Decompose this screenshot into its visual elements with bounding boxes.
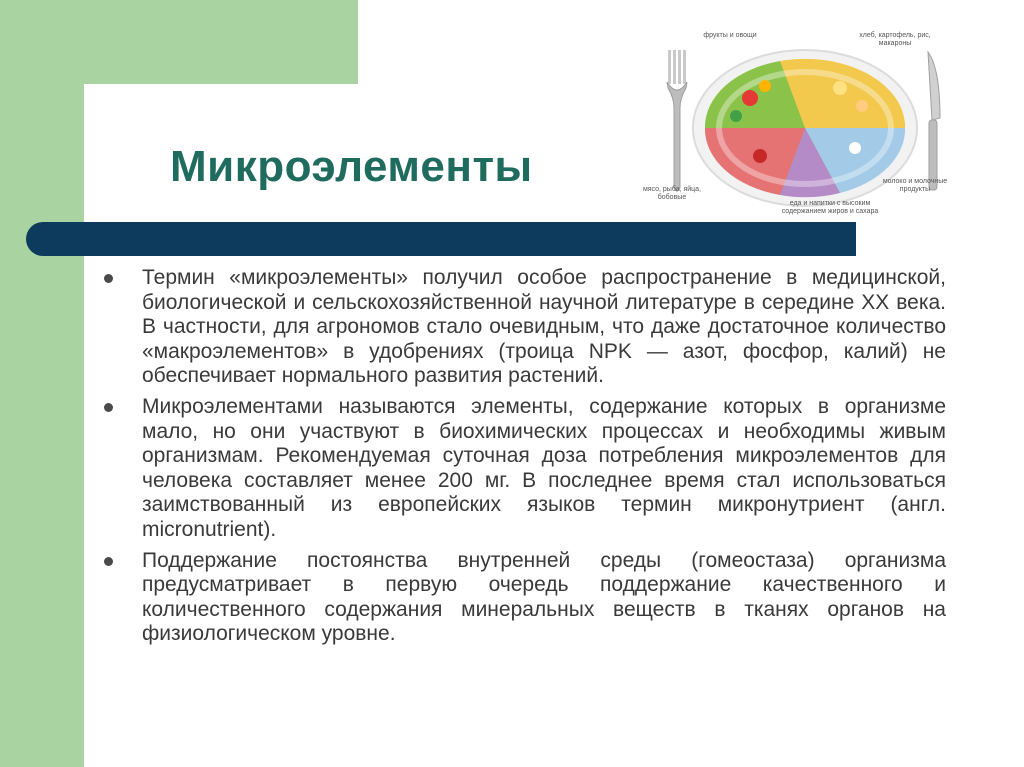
bullet-dot-icon <box>104 274 113 283</box>
bullet-dot-icon <box>104 557 113 566</box>
slide-title: Микроэлементы <box>170 142 533 191</box>
bullet-item <box>100 395 946 543</box>
bullet-item <box>100 549 946 647</box>
bullet-text: Поддержание постоянства внутренней среды (гомеостаза) организма предусматривает в первую очередь поддержание качественного и количественного содержания минеральных веществ в тканях органов на физиологическом уровне. <box>142 548 946 646</box>
label-dairy: молоко и молочные продукты <box>882 178 948 193</box>
knife-icon <box>928 52 940 190</box>
background-accent-left <box>0 0 84 767</box>
bullet-text: Микроэлементами называются элементы, содержание которых в организме мало, но они участвуют в биохимических процессах и необходимы живым организмам. Рекомендуемая суточная доза потребления микроэлементов для человека составляет менее 200 мг. В последнее время стал использоваться заимствованный из европейских языков термин микронутриент (англ. micronutrient). <box>142 394 946 541</box>
food-plate-illustration <box>640 28 960 218</box>
bullet-text: Термин «микроэлементы» получил особое распространение в медицинской, биологической и сельскохозяйственной научной литературе в середине XX века. В частности, для агрономов стало очевидным, что даже достаточное количество «макроэлементов» в удобрениях (троица NPK — азот, фосфор, калий) не обеспечивает нормального развития растений. <box>142 266 946 388</box>
background-accent-top <box>0 0 358 84</box>
label-meat: мясо, рыба, яйца, бобовые <box>642 186 702 201</box>
bullet-list <box>100 266 946 653</box>
title-underline-bar <box>26 222 856 256</box>
label-fruits: фрукты и овощи <box>703 32 757 39</box>
label-bread: хлеб, картофель, рис, макароны <box>859 32 931 47</box>
bullet-dot-icon <box>104 403 113 412</box>
label-fats: еда и напитки с высоким содержанием жиров и сахара <box>781 200 879 215</box>
fork-icon <box>667 50 687 191</box>
bullet-item <box>100 266 946 389</box>
